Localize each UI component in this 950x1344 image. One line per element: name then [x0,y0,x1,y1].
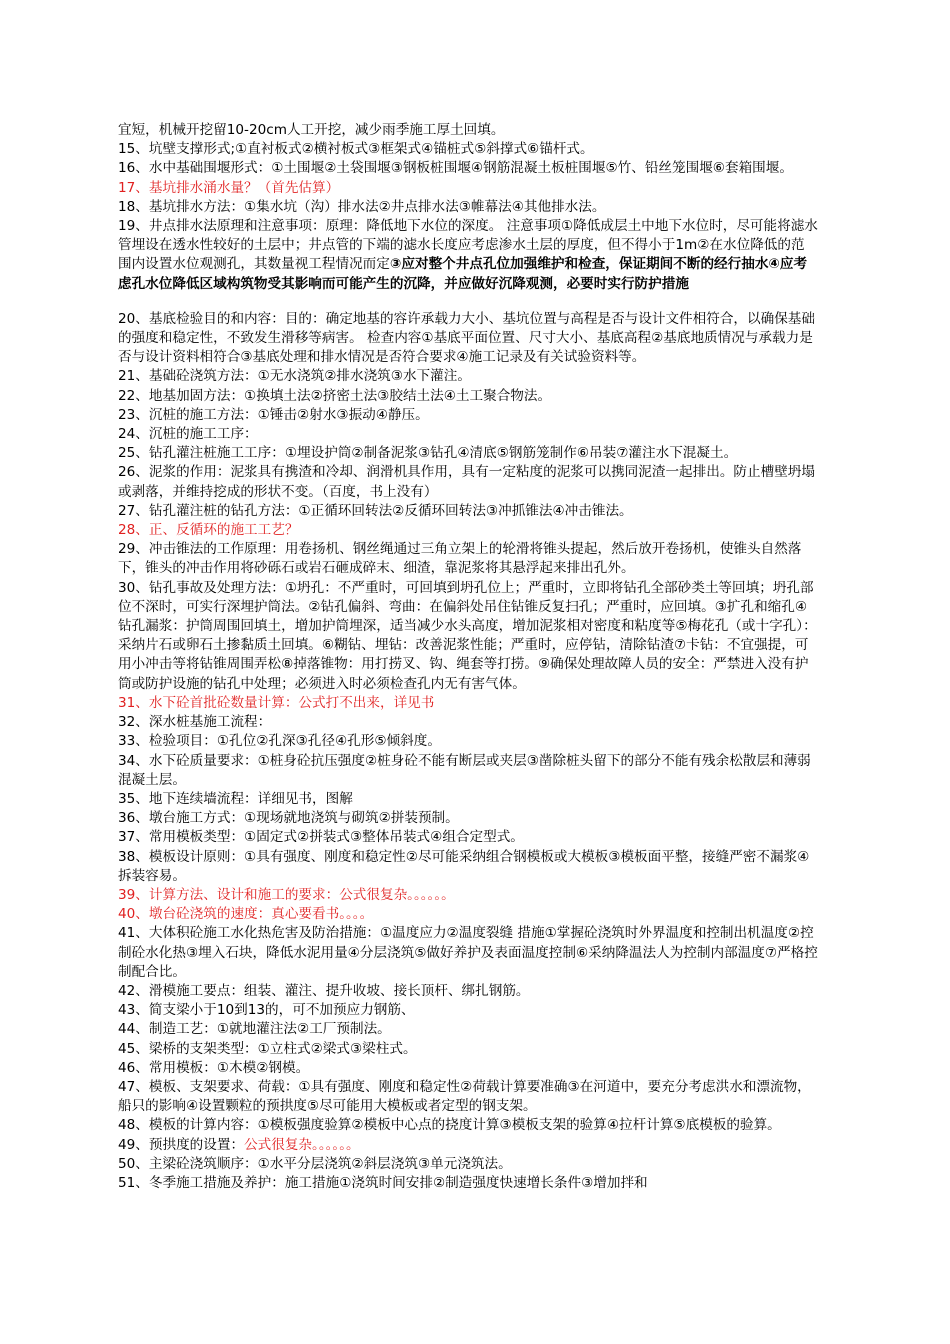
paragraph-p16 [118,159,818,178]
paragraph-p0 [118,121,818,140]
paragraph-p47 [118,1078,818,1116]
paragraph-p50 [118,1155,818,1174]
paragraph-text: 43、简支梁小于10到13的，可不加预应力钢筋、 [118,1002,415,1019]
paragraph-p21 [118,367,818,386]
paragraph-text: 38、模板设计原则：①具有强度、刚度和稳定性②尽可能采纳组合钢模板或大模板③模板面平整，接缝严密不漏浆④拆装容易。 [118,848,810,884]
paragraph-text: 29、冲击锥法的工作原理：用卷扬机、钢丝绳通过三角立架上的轮滑将锥头提起，然后放开卷扬机，使锥头自然落下，锥头的冲击作用将砂砾石或岩石砸成碎末、细渣，靠泥浆将其悬浮起来排出孔外。 [118,541,802,577]
paragraph-p27 [118,502,818,521]
paragraph-text: 宜短，机械开挖留10-20cm人工开挖，减少雨季施工厚土回填。 [118,122,505,138]
paragraph-p36 [118,809,818,828]
paragraph-text: 40、墩台砼浇筑的速度：真心要看书。。。。 [118,906,374,923]
paragraph-text: 24、沉桩的施工工序： [118,426,258,443]
paragraph-text: 15、坑壁支撑形式;①直衬板式②横衬板式③框架式④锚桩式⑤斜撑式⑥锚杆式。 [118,141,594,158]
paragraph-p28 [118,521,818,540]
paragraph-text: 48、模板的计算内容：①模板强度验算②模板中心点的挠度计算③模板支架的验算④拉杆计算⑤底模板的验算。 [118,1117,781,1134]
paragraph-p41 [118,924,818,982]
paragraph-p40 [118,905,818,924]
paragraph-p33 [118,732,818,751]
paragraph-text: 45、梁桥的支架类型：①立柱式②梁式③梁柱式。 [118,1040,417,1057]
paragraph-text: 18、基坑排水方法：①集水坑（沟）排水法②井点排水法③帷幕法④其他排水法。 [118,198,606,215]
paragraph-p43 [118,1001,818,1020]
paragraph-p29 [118,540,818,578]
paragraph-text: 42、滑模施工要点：组装、灌注、提升收坡、接长顶杆、绑扎钢筋。 [118,982,530,999]
paragraph-p37 [118,828,818,847]
paragraph-p44 [118,1020,818,1039]
paragraph-p32 [118,713,818,732]
paragraph-p31 [118,694,818,713]
paragraph-text: 36、墩台施工方式：①现场就地浇筑与砌筑②拼装预制。 [118,810,459,827]
paragraph-p39 [118,886,818,905]
paragraph-p45 [118,1040,818,1059]
paragraph-p20 [118,310,818,368]
paragraph-p30 [118,579,818,694]
paragraph-p25 [118,444,818,463]
paragraph-text: 49、预拱度的设置： [118,1136,245,1153]
paragraph-text: 44、制造工艺：①就地灌注法②工厂预制法。 [118,1021,391,1038]
paragraph-p19 [118,217,818,294]
paragraph-p18 [118,198,818,217]
paragraph-text: 46、常用模板：①木模②钢模。 [118,1059,310,1076]
paragraph-text: 33、检验项目：①孔位②孔深③孔径④孔形⑤倾斜度。 [118,733,441,750]
paragraph-text: 41、大体积砼施工水化热危害及防治措施：①温度应力②温度裂缝 措施①掌握砼浇筑时外界温度和控制出机温度②控制砼水化热③埋入石块，降低水泥用量④分层浇筑⑤做好养护及表面温度控制⑥采纳降温法人为控制内部温度⑦严格控制配合比。 [118,925,818,980]
paragraph-text: 19、井点排水法原理和注意事项：原理：降低地下水位的深度。 注意事项①降低成层土中地下水位时，尽可能将滤水管埋设在透水性较好的土层中；井点管的下端的滤水长度应考虑渗水土层的厚度，但不得小于1m②在水位降低的范围内设置水位观测孔，其数量视工程情况而定 [118,218,818,273]
paragraph-text: 51、冬季施工措施及养护：施工措施①浇筑时间安排②制造强度快速增长条件③增加拌和 [118,1174,648,1191]
paragraph-p15 [118,140,818,159]
paragraph-text: 16、水中基础围堰形式：①土围堰②土袋围堰③钢板桩围堰④钢筋混凝土板桩围堰⑤竹、铅丝笼围堰⑥套箱围堰。 [118,160,793,177]
paragraph-text: 22、地基加固方法：①换填土法②挤密土法③胶结土法④土工聚合物法。 [118,387,552,404]
paragraph-p22 [118,387,818,406]
paragraph-p38 [118,848,818,886]
paragraph-text: 26、泥浆的作用：泥浆具有携渣和冷却、润滑机具作用，具有一定粘度的泥浆可以携同泥渣一起排出。防止槽壁坍塌或剥落，并维持挖成的形状不变。（百度，书上没有） [118,464,815,500]
paragraph-text: 27、钻孔灌注桩的钻孔方法：①正循环回转法②反循环回转法③冲抓锥法④冲击锥法。 [118,502,633,519]
paragraph-text: 30、钻孔事故及处理方法：①坍孔：不严重时，可回填到坍孔位上；严重时，立即将钻孔全部砂类土等回填；坍孔部位不深时，可实行深埋护筒法。②钻孔偏斜、弯曲：在偏斜处吊住钻锥反复扫孔；严重时，应回填。③扩孔和缩孔④钻孔漏浆：护筒周围回填土，增加护筒埋深，适当减少水头高度，增加泥浆相对密度和粘度等⑤梅花孔（或十字孔）：采纳片石或卵石土掺黏质土回填。⑥糊钻、埋钻：改善泥浆性能；严重时，应停钻，清除钻渣⑦卡钻：不宜强提，可用小冲击等将钻锥周围弄松⑧掉落锥物：用打捞叉、钩、绳套等打捞。⑨确保处理故障人员的安全：严禁进入没有护筒或防护设施的钻孔中处理；必须进入时必须检查孔内无有害气体。 [118,579,817,692]
paragraph-p34 [118,752,818,790]
paragraph-text: 公式很复杂。。。。。。 [244,1136,360,1153]
paragraph-text: 47、模板、支架要求、荷载：①具有强度、刚度和稳定性②荷载计算要准确③在河道中，要充分考虑洪水和漂流物，船只的影响④设置颗粒的预拱度⑤尽可能用大模板或者定型的钢支架。 [118,1078,811,1115]
paragraph-p35 [118,790,818,809]
paragraph-text: 28、正、反循环的施工工艺？ [118,522,299,539]
paragraph-p42 [118,982,818,1001]
paragraph-p23 [118,406,818,425]
paragraph-text: 21、基础砼浇筑方法：①无水浇筑②排水浇筑③水下灌注。 [118,368,471,385]
paragraph-p49 [118,1136,818,1155]
paragraph-text: 20、基底检验目的和内容：目的：确定地基的容许承载力大小、基坑位置与高程是否与设计文件相符合，以确保基础的强度和稳定性，不致发生滑移等病害。 检查内容①基底平面位置、尺寸大小、基底高程②基底地质情况与承载力是否与设计资料相符合③基底处理和排水情况是否符合要求④施工记录及有关试验资料等。 [118,310,815,366]
paragraph-text: ③应对整个井点孔位加强维护和检查，保证期间不断的经行抽水④应考虑孔水位降低区域构筑物受其影响而可能产生的沉降，并应做好沉降观测，必要时实行防护措施 [118,256,808,292]
paragraph-text: 23、沉桩的施工方法：①锤击②射水③振动④静压。 [118,406,429,423]
paragraph-text: 32、深水桩基施工流程： [118,714,272,731]
paragraph-text: 39、计算方法、设计和施工的要求：公式很复杂。。。。。。 [118,886,455,903]
paragraph-p24 [118,425,818,444]
paragraph-text: 25、钻孔灌注桩施工工序：①埋设护筒②制备泥浆③钻孔④清底⑤钢筋笼制作⑥吊装⑦灌注水下混凝土。 [118,445,738,462]
paragraph-text: 37、常用模板类型：①固定式②拼装式③整体吊装式④组合定型式。 [118,829,524,846]
paragraph-text: 17、基坑排水涌水量？（首先估算） [118,179,340,196]
paragraph-p17 [118,179,818,198]
paragraph-p51 [118,1174,818,1193]
paragraph-text: 34、水下砼质量要求：①桩身砼抗压强度②桩身砼不能有断层或夹层③凿除桩头留下的部分不能有残余松散层和薄弱混凝土层。 [118,752,811,788]
document-body [118,121,818,1193]
paragraph-p26 [118,463,818,501]
paragraph-text: 50、主梁砼浇筑顺序：①水平分层浇筑②斜层浇筑③单元浇筑法。 [118,1155,512,1172]
paragraph-p46 [118,1059,818,1078]
paragraph-text: 31、水下砼首批砼数量计算：公式打不出来，详见书 [118,694,435,711]
paragraph-p48 [118,1116,818,1135]
paragraph-text: 35、地下连续墙流程：详细见书，图解 [118,790,353,807]
